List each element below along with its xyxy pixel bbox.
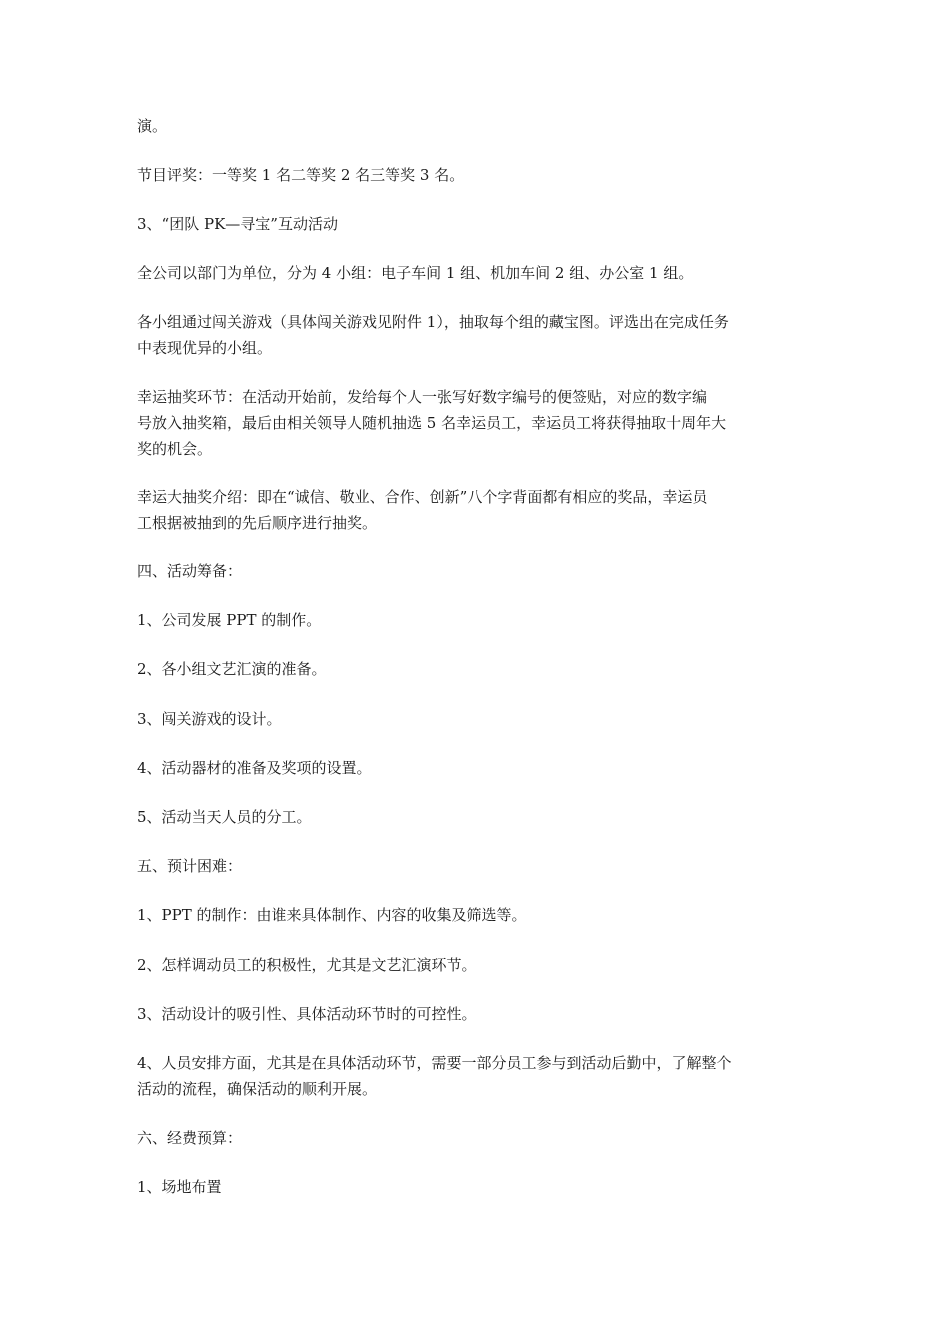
text-line: 六、经费预算： (137, 1129, 243, 1147)
paragraph-groups (137, 260, 817, 286)
text-line: 2、怎样调动员工的积极性，尤其是文艺汇演环节。 (137, 956, 477, 974)
text-line: 活动的流程，确保活动的顺利开展。 (137, 1080, 378, 1098)
text-line: 节目评奖：一等奖 1 名二等奖 2 名三等奖 3 名。 (137, 166, 465, 184)
section-heading-difficulties (137, 853, 817, 879)
text-line: 演。 (137, 117, 168, 135)
list-item (137, 656, 817, 682)
text-line: 四、活动筹备： (137, 562, 243, 580)
text-line: 3、“团队 PK—寻宝”互动活动 (137, 215, 338, 233)
text-line: 中表现优异的小组。 (137, 339, 273, 357)
text-line: 幸运大抽奖介绍：即在“诚信、敬业、合作、创新”八个字背面都有相应的奖品，幸运员 (137, 488, 708, 506)
list-item (137, 1050, 817, 1102)
text-line: 5、活动当天人员的分工。 (137, 808, 312, 826)
text-line: 2、各小组文艺汇演的准备。 (137, 660, 327, 678)
text-line: 1、场地布置 (137, 1178, 222, 1196)
list-item (137, 902, 817, 928)
paragraph-continuation (137, 113, 817, 139)
paragraph-treasure-map (137, 309, 817, 361)
list-item (137, 1001, 817, 1027)
list-item (137, 804, 817, 830)
text-line: 全公司以部门为单位，分为 4 小组：电子车间 1 组、机加车间 2 组、办公室 1 组。 (137, 264, 694, 282)
paragraph-team-pk-heading (137, 211, 817, 237)
paragraph-lucky-draw (137, 384, 817, 462)
list-item (137, 952, 817, 978)
text-line: 工根据被抽到的先后顺序进行抽奖。 (137, 514, 378, 532)
section-heading-budget (137, 1125, 817, 1151)
text-line: 3、活动设计的吸引性、具体活动环节时的可控性。 (137, 1005, 477, 1023)
text-line: 幸运抽奖环节：在活动开始前，发给每个人一张写好数字编号的便签贴，对应的数字编 (137, 388, 708, 406)
text-line: 奖的机会。 (137, 440, 213, 458)
paragraph-grand-draw (137, 484, 817, 536)
text-line: 五、预计困难： (137, 857, 243, 875)
text-line: 1、PPT 的制作：由谁来具体制作、内容的收集及筛选等。 (137, 906, 527, 924)
list-item (137, 706, 817, 732)
paragraph-program-awards (137, 162, 817, 188)
text-line: 各小组通过闯关游戏（具体闯关游戏见附件 1），抽取每个组的藏宝图。评选出在完成任务 (137, 313, 729, 331)
text-line: 1、公司发展 PPT 的制作。 (137, 611, 322, 629)
text-line: 4、人员安排方面，尤其是在具体活动环节，需要一部分员工参与到活动后勤中，了解整个 (137, 1054, 732, 1072)
section-heading-preparation (137, 558, 817, 584)
list-item (137, 1174, 817, 1200)
list-item (137, 607, 817, 633)
text-line: 号放入抽奖箱，最后由相关领导人随机抽选 5 名幸运员工，幸运员工将获得抽取十周年大 (137, 414, 727, 432)
list-item (137, 755, 817, 781)
text-line: 4、活动器材的准备及奖项的设置。 (137, 759, 372, 777)
text-line: 3、闯关游戏的设计。 (137, 710, 282, 728)
